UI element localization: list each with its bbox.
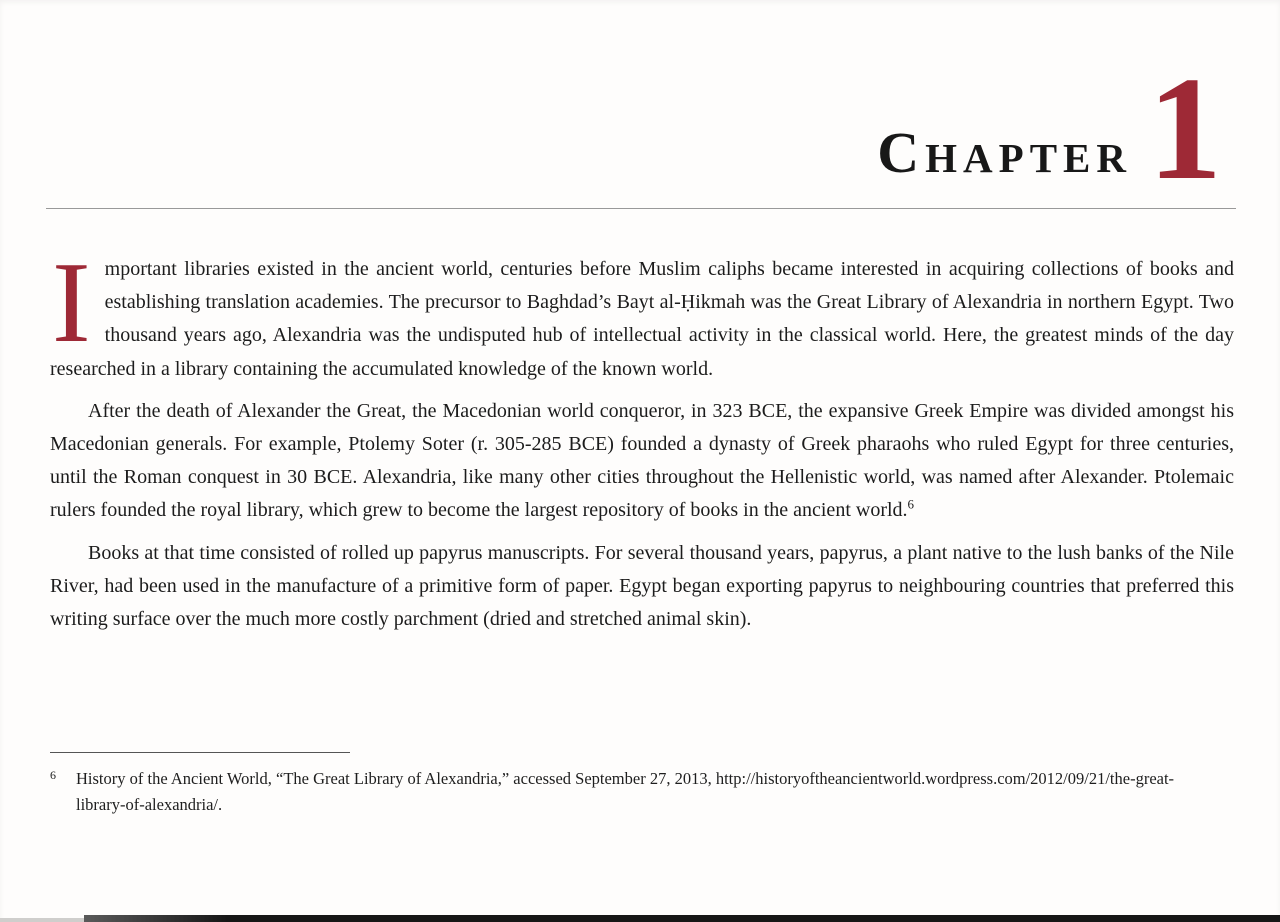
- paragraph-3-text: Books at that time consisted of rolled up papyrus manuscripts. For several thousand years, papyrus, a plant native to the lush banks of the Nile River, had been used in the manufacture of a primitive form of paper. Egypt began exporting papyrus to neighbouring countries that preferred this writing surface over the much more costly parchment (dried and stretched animal skin).: [50, 541, 1234, 630]
- dropcap-initial: I: [52, 239, 91, 367]
- footnote-separator: [50, 752, 350, 753]
- paragraph-2: [50, 395, 1234, 528]
- paragraph-2-text: After the death of Alexander the Great, the Macedonian world conqueror, in 323 BCE, the expansive Greek Empire was divided amongst his Macedonian generals. For example, Ptolemy Soter (r. 305-285 BCE) founded a dynasty of Greek pharaohs who ruled Egypt for three centuries, until the Roman conquest in 30 BCE. Alexandria, like many other cities throughout the Hellenistic world, was named after Alexander. Ptolemaic rulers founded the royal library, which grew to become the largest repository of books in the ancient world.: [50, 399, 1234, 522]
- footnote-text: History of the Ancient World, “The Great Library of Alexandria,” accessed September 27, 2013, http://historyoftheancientworld.wordpress.com/2012/09/21/the-great-library-of-alexandria/.: [76, 769, 1175, 814]
- scan-edge: [84, 915, 1280, 922]
- body-text: [0, 209, 1280, 636]
- footnote: [50, 766, 1208, 817]
- scan-edge-corner: [0, 918, 90, 922]
- footnote-block: [50, 752, 1208, 817]
- chapter-label: Chapter: [877, 120, 1132, 185]
- footnote-marker: 6: [50, 768, 56, 782]
- chapter-number: 1: [1148, 47, 1222, 211]
- paragraph-1-text: mportant libraries existed in the ancient world, centuries before Muslim caliphs became interested in acquiring collections of books and establishing translation academies. The precursor to Baghdad’s Bayt al-Ḥikmah was the Great Library of Alexandria in northern Egypt. Two thousand years ago, Alexandria was the undisputed hub of intellectual activity in the classical world. Here, the greatest minds of the day researched in a library containing the accumulated knowledge of the known world.: [50, 258, 1234, 380]
- paragraph-1: [50, 239, 1234, 386]
- paragraph-3: [50, 537, 1234, 637]
- chapter-header: [0, 0, 1280, 211]
- footnote-reference: 6: [907, 496, 915, 512]
